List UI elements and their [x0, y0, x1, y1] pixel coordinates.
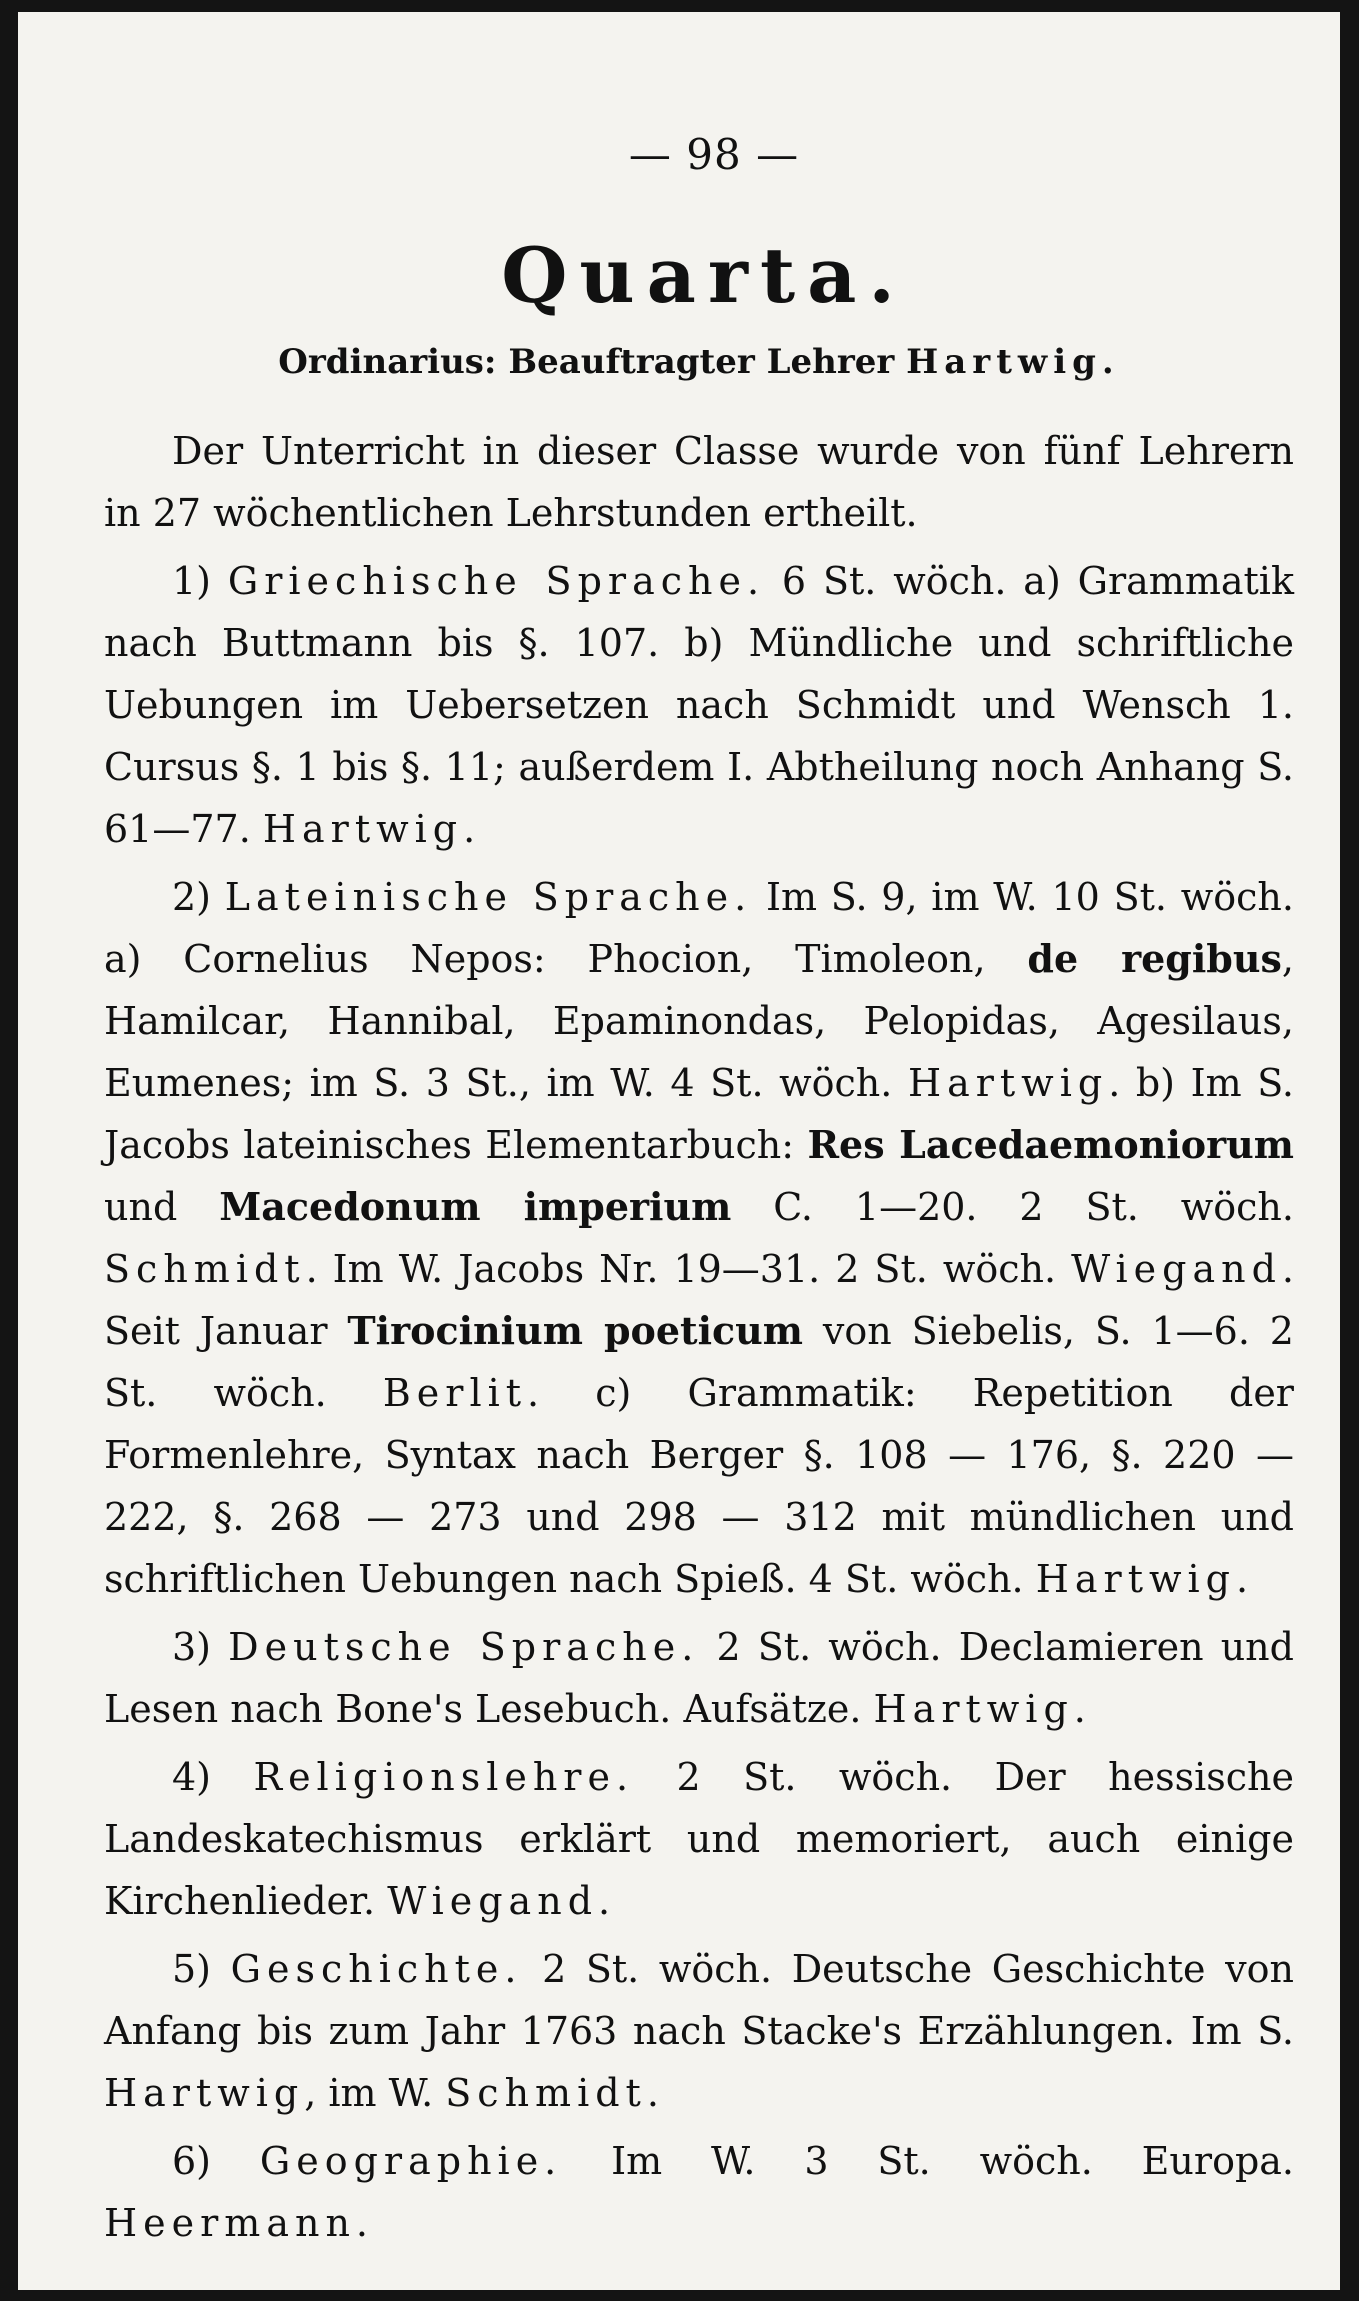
section-heading: Griechische Sprache.	[227, 559, 766, 603]
section-religion: 4) Religionslehre. 2 St. wöch. Der hessische Landeskatechismus erklärt und memoriert, auch einige Kirchenlieder. Wiegand.	[104, 1755, 1294, 1923]
book-page	[18, 12, 1340, 2290]
section-text: Im W. 3 St. wöch. Europa.	[611, 2139, 1294, 2183]
teacher-name: Hartwig	[262, 807, 464, 851]
section-number: 6)	[172, 2139, 212, 2183]
section-text: 2 St. wöch. Declamieren und Lesen nach Bone's Lesebuch. Aufsätze.	[104, 1625, 1294, 1731]
section-heading: Religionslehre.	[253, 1755, 635, 1799]
section-heading: Deutsche Sprache.	[228, 1625, 700, 1669]
section-german: 3) Deutsche Sprache. 2 St. wöch. Declamieren und Lesen nach Bone's Lesebuch. Aufsätze. Hartwig.	[104, 1625, 1294, 1731]
section-number: 4)	[172, 1755, 212, 1799]
teacher-name: Schmidt	[445, 2071, 647, 2115]
section-greek: 1) Griechische Sprache. 6 St. wöch. a) Grammatik nach Buttmann bis §. 107. b) Mündliche und schriftliche Uebungen im Uebersetzen nach Schmidt und Wensch 1. Cursus §. 1 bis §. 11; außerdem I. Abtheilung noch Anhang S. 61—77. Hartwig.	[104, 559, 1294, 851]
section-heading: Lateinische Sprache.	[224, 875, 753, 919]
teacher-name: Wiegand	[1071, 1247, 1282, 1291]
teacher-name: Wiegand	[387, 1879, 599, 1923]
section-number: 3)	[172, 1625, 212, 1669]
teacher-name: Hartwig	[1035, 1557, 1236, 1601]
ordinarius-teacher: Beauftragter Lehrer	[508, 342, 895, 382]
teacher-name: Heermann	[104, 2201, 356, 2245]
section-text: und	[104, 1185, 178, 1229]
section-number: 2)	[172, 875, 212, 919]
section-heading: Geschichte.	[230, 1947, 523, 1991]
section-text: C. 1—20. 2 St. wöch.	[773, 1185, 1294, 1229]
ordinarius-line	[104, 342, 1294, 382]
section-heading: Geographie.	[259, 2139, 563, 2183]
section-number: 1)	[172, 559, 212, 603]
intro-paragraph: Der Unterricht in dieser Classe wurde von fünf Lehrern in 27 wöchentlichen Lehrstunden ertheilt.	[104, 429, 1294, 535]
section-text: 2 St. wöch. Der hessische Landeskatechismus erklärt und memoriert, auch einige Kirchenlieder.	[104, 1755, 1294, 1923]
section-text: Im S. 9, im W. 10 St. wöch. a) Cornelius Nepos: Phocion, Timoleon,	[104, 875, 1294, 981]
ordinarius-name: Hartwig.	[906, 342, 1120, 382]
section-history: 5) Geschichte. 2 St. wöch. Deutsche Geschichte von Anfang bis zum Jahr 1763 nach Stacke's Erzählungen. Im S. Hartwig, im W. Schmidt.	[104, 1947, 1294, 2115]
teacher-name: Hartwig	[907, 1061, 1109, 1105]
section-text: von Siebelis, S. 1—6. 2 St. wöch.	[104, 1309, 1294, 1415]
latin-title: Tirocinium poeticum	[347, 1308, 804, 1353]
section-text: b) Mündliche und schriftliche Uebungen im Uebersetzen nach Schmidt und Wensch 1. Cursus §. 1 bis §. 11; außerdem I. Abtheilung noch Anhang S. 61—77.	[104, 621, 1294, 851]
latin-title: Macedonum imperium	[219, 1184, 732, 1229]
section-text: c) Grammatik: Repetition der Formenlehre, Syntax nach Berger §. 108 — 176, §. 220 — 222, §. 268 — 273 und 298 — 312 mit mündlichen und schriftlichen Uebungen nach Spieß. 4 St. wöch.	[104, 1371, 1294, 1601]
section-number: 5)	[172, 1947, 212, 1991]
page-number: — 98 —	[628, 130, 800, 179]
latin-title: Res Lacedaemoniorum	[807, 1122, 1294, 1167]
section-latin: 2) Lateinische Sprache. Im S. 9, im W. 10 St. wöch. a) Cornelius Nepos: Phocion, Timoleon, de regibus, Hamilcar, Hannibal, Epaminondas, Pelopidas, Agesilaus, Eumenes; im S. 3 St., im W. 4 St. wöch. Hartwig. b) Im S. Jacobs lateinisches Elementarbuch: Res Lacedaemoniorum und Macedonum imperium C. 1—20. 2 St. wöch. Schmidt. Im W. Jacobs Nr. 19—31. 2 St. wöch. Wiegand. Seit Januar Tirocinium poeticum von Siebelis, S. 1—6. 2 St. wöch. Berlit. c) Grammatik: Repetition der Formenlehre, Syntax nach Berger §. 108 — 176, §. 220 — 222, §. 268 — 273 und 298 — 312 mit mündlichen und schriftlichen Uebungen nach Spieß. 4 St. wöch. Hartwig.	[104, 875, 1294, 1601]
teacher-name: Berlit	[382, 1371, 528, 1415]
page-title: Quarta.	[501, 231, 907, 320]
latin-title: de regibus	[1027, 936, 1282, 981]
section-text: , Hamilcar, Hannibal, Epaminondas, Pelopidas, Agesilaus, Eumenes; im S. 3 St., im W. 4 St. wöch.	[104, 937, 1294, 1105]
ordinarius-label: Ordinarius:	[278, 342, 497, 382]
teacher-name: Hartwig	[873, 1687, 1074, 1731]
teacher-name: Schmidt	[104, 1247, 306, 1291]
section-text: 6 St. wöch. a) Grammatik nach Buttmann bis §. 107.	[104, 559, 1294, 665]
section-geography: 6) Geographie. Im W. 3 St. wöch. Europa. Heermann.	[104, 2139, 1294, 2245]
teacher-name: Hartwig	[104, 2071, 305, 2115]
page-content	[104, 130, 1294, 2260]
section-text: 2 St. wöch. Deutsche Geschichte von Anfang bis zum Jahr 1763 nach Stacke's Erzählungen. Im S.	[104, 1947, 1294, 2053]
